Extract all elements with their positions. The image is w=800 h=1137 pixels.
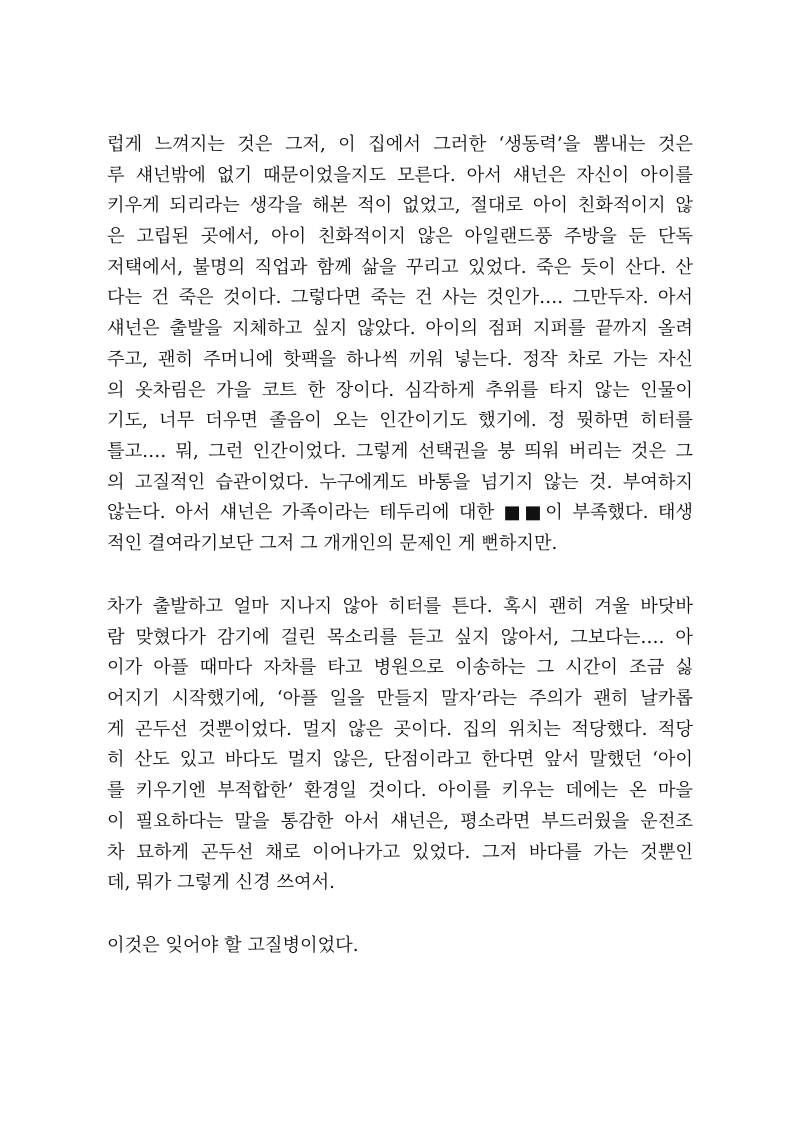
- paragraph-1: [107, 130, 693, 560]
- text-line: 틀고…. 뭐, 그런 인간이었다. 그렇게 선택권을 붕 띄워 버리는 것은 그: [107, 440, 693, 462]
- text-line: 를 키우기엔 부적합한’ 환경일 것이다. 아이를 키우는 데에는 온 마을: [107, 780, 693, 802]
- paragraph-2: [107, 592, 693, 899]
- text-line: 데, 뭐가 그렇게 신경 쓰여서.: [107, 872, 335, 894]
- text-line: 이 필요하다는 말을 통감한 아서 섀넌은, 평소라면 부드러웠을 운전조: [107, 810, 693, 832]
- text-line: 다는 건 죽은 것이다. 그렇다면 죽는 건 사는 것인가…. 그만두자. 아서: [107, 287, 693, 309]
- text-line: 기도, 너무 더우면 졸음이 오는 인간이기도 했기에. 정 뭣하면 히터를: [107, 410, 693, 432]
- text-line: 의 고질적인 습관이었다. 누구에게도 바통을 넘기지 않는 것. 부여하지: [107, 471, 693, 493]
- text-line: 럽게 느껴지는 것은 그저, 이 집에서 그러한 ‘생동력’을 뽐내는 것은: [107, 134, 693, 155]
- text-line: 의 옷차림은 가을 코트 한 장이다. 심각하게 추위를 타지 않는 인물이: [107, 379, 693, 401]
- text-line: 않는다. 아서 섀넌은 가족이라는 테두리에 대한 ■■이 부족했다. 태생: [107, 502, 693, 524]
- text-line: 차가 출발하고 얼마 지나지 않아 히터를 튼다. 혹시 괜히 겨울 바닷바: [107, 596, 693, 617]
- text-line: 키우게 되리라는 생각을 해본 적이 없었고, 절대로 아이 친화적이지 않: [107, 195, 693, 217]
- text-line: 루 섀넌밖에 없기 때문이었을지도 모른다. 아서 섀넌은 자신이 아이를: [107, 164, 693, 186]
- text-line: 적인 결여라기보단 그저 그 개개인의 문제인 게 뻔하지만.: [107, 532, 558, 554]
- text-line: 은 고립된 곳에서, 아이 친화적이지 않은 아일랜드풍 주방을 둔 단독: [107, 226, 693, 248]
- text-line: 섀넌은 출발을 지체하고 싶지 않았다. 아이의 점퍼 지퍼를 끝까지 올려: [107, 318, 693, 340]
- text-line: 이가 아플 때마다 자차를 타고 병원으로 이송하는 그 시간이 조금 싫: [107, 657, 693, 679]
- text-line: 차 묘하게 곤두선 채로 이어나가고 있었다. 그저 바다를 가는 것뿐인: [107, 841, 693, 863]
- text-line: 히 산도 있고 바다도 멀지 않은, 단점이라고 한다면 앞서 말했던 ‘아이: [107, 749, 693, 771]
- text-line: 게 곤두선 것뿐이었다. 멀지 않은 곳이다. 집의 위치는 적당했다. 적당: [107, 718, 693, 740]
- paragraph-3: [107, 931, 693, 962]
- text-line: 어지기 시작했기에, ‘아플 일을 만들지 말자’라는 주의가 괜히 날카롭: [107, 688, 693, 710]
- text-line: 이것은 잊어야 할 고질병이었다.: [107, 935, 359, 956]
- text-line: 저택에서, 불명의 직업과 함께 삶을 꾸리고 있었다. 죽은 듯이 산다. 산: [107, 256, 693, 278]
- text-line: 주고, 괜히 주머니에 핫팩을 하나씩 끼워 넣는다. 정작 차로 가는 자신: [107, 348, 693, 370]
- text-line: 람 맞혔다가 감기에 걸린 목소리를 듣고 싶지 않아서, 그보다는…. 아: [107, 626, 693, 648]
